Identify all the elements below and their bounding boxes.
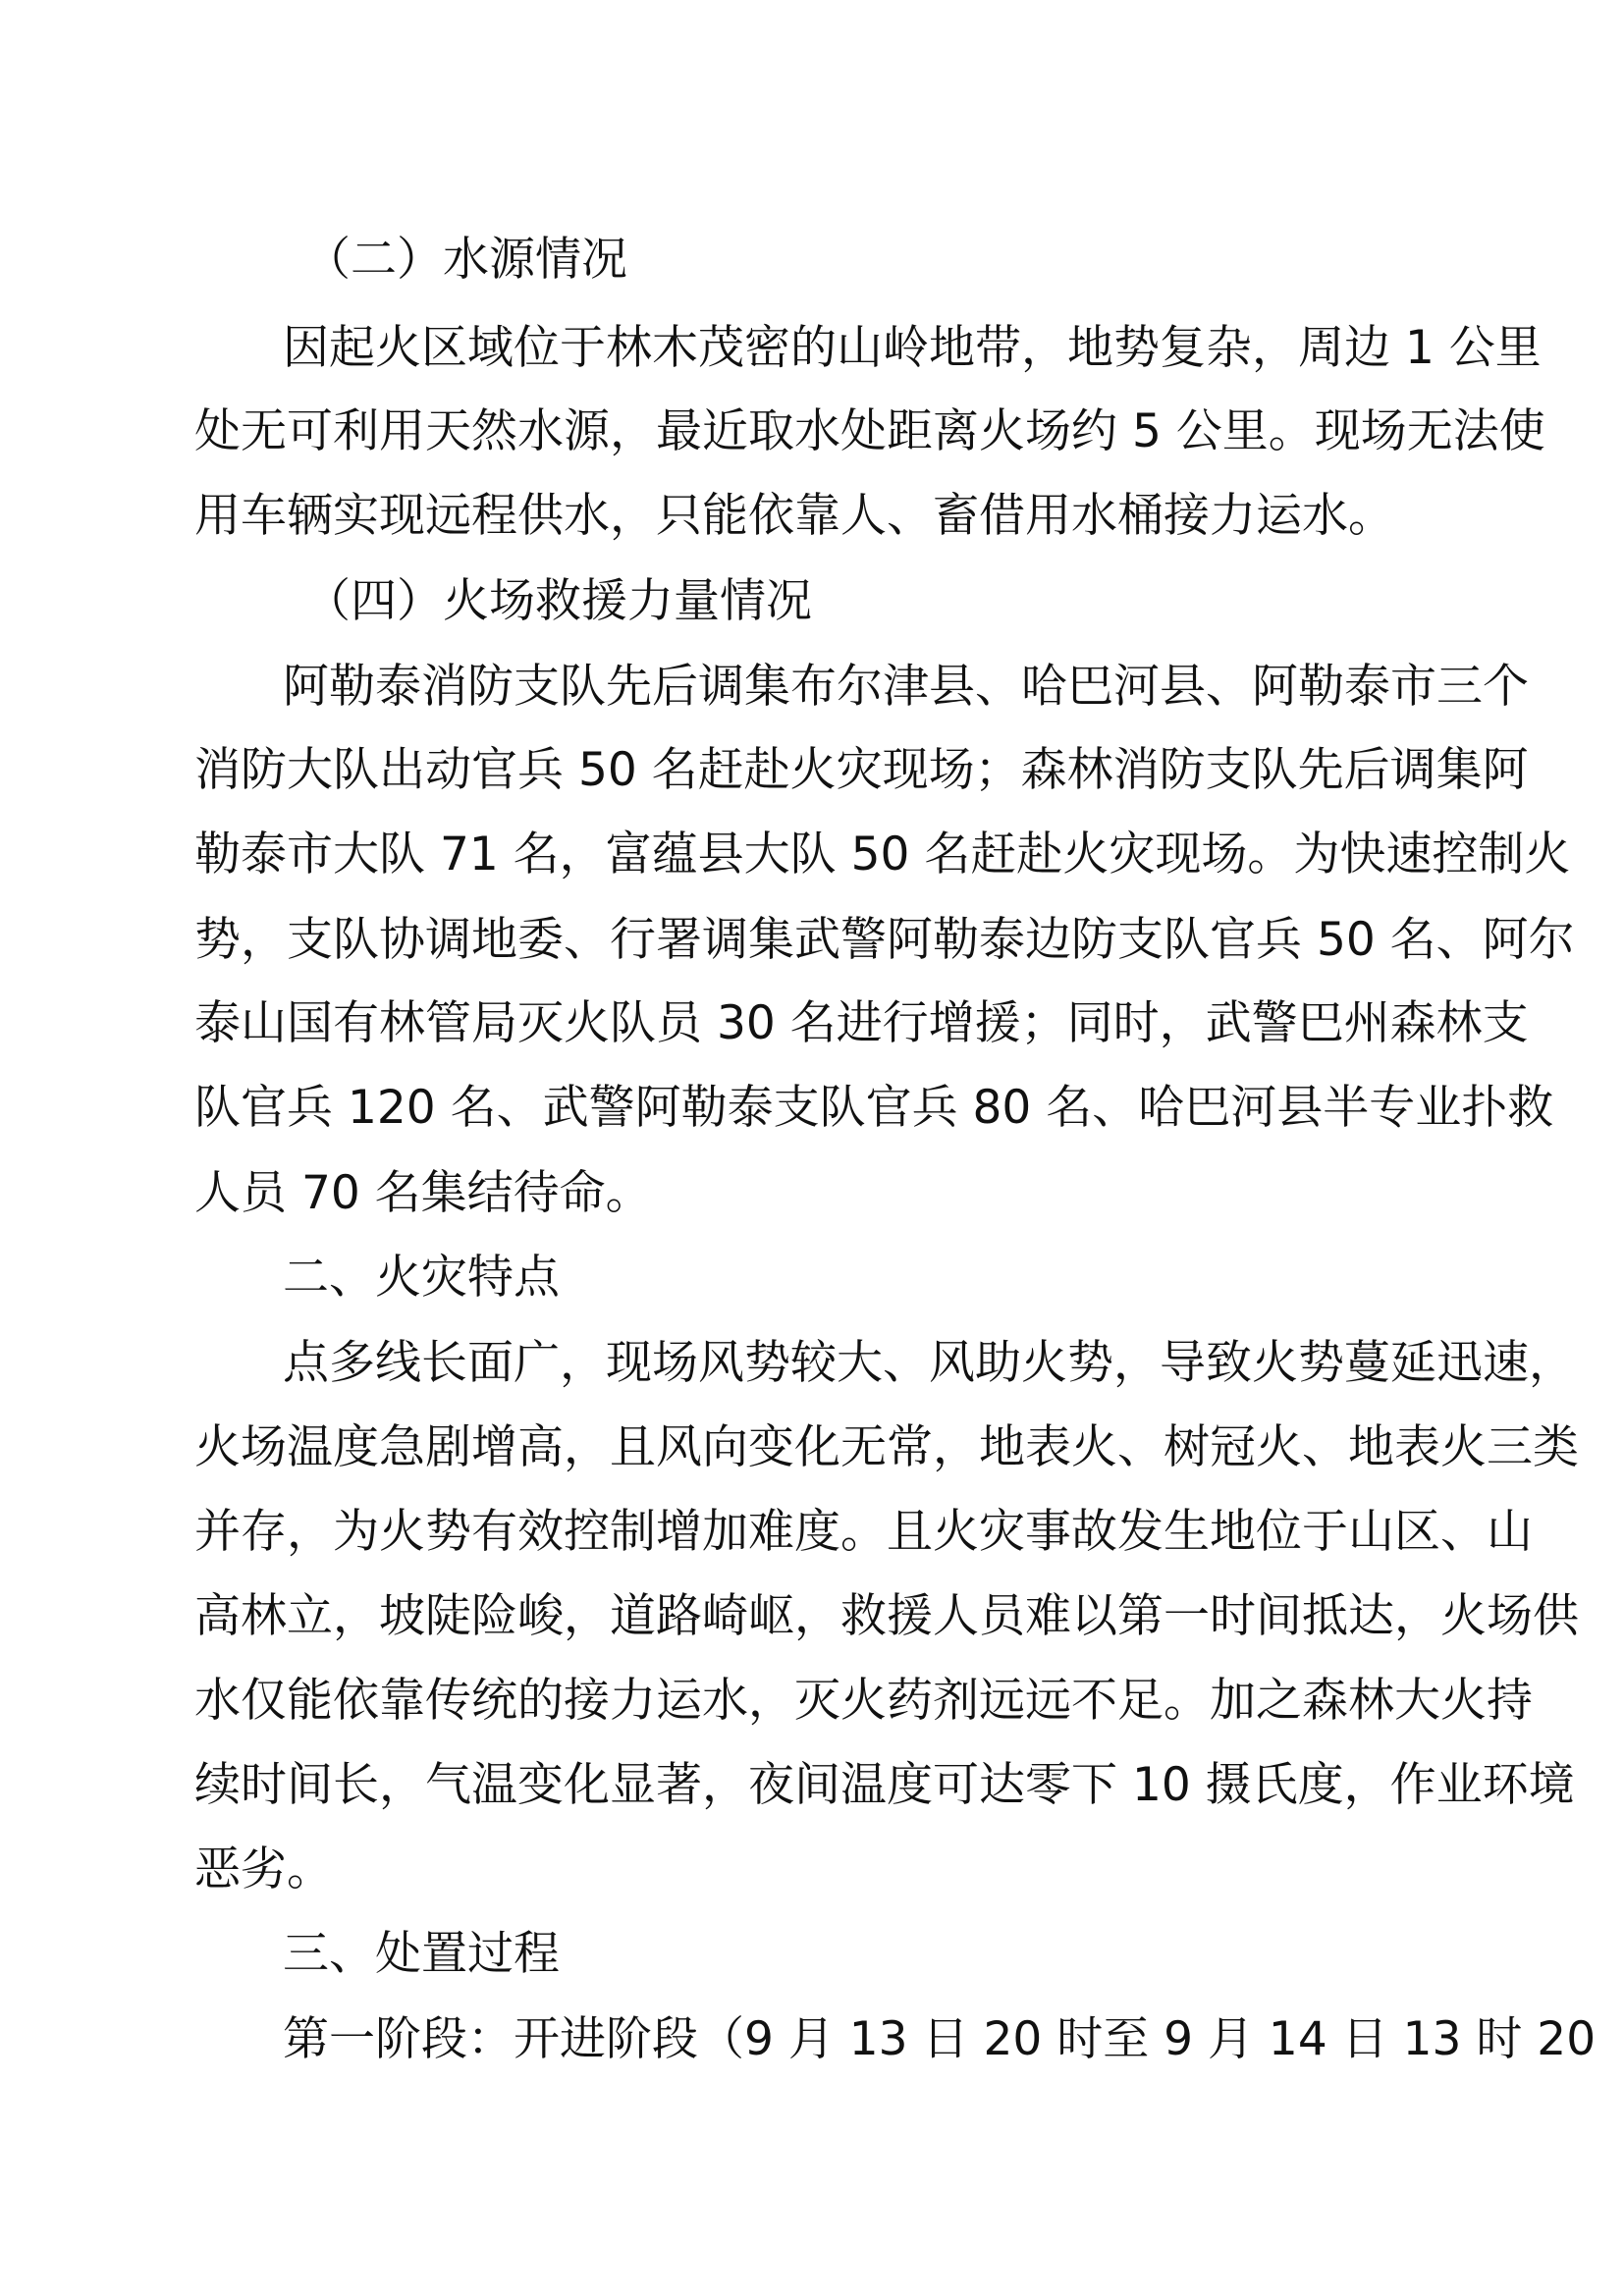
- paragraph-line: 用车辆实现远程供水，只能依靠人、畜借用水桶接力运水。: [194, 489, 1394, 543]
- section-heading-water-source: （二）水源情况: [304, 233, 627, 287]
- paragraph-line: 第一阶段：开进阶段（9 月 13 日 20 时至 9 月 14 日 13 时 20: [283, 2012, 1597, 2066]
- section-heading-handling-process: 三、处置过程: [283, 1927, 560, 1981]
- paragraph-line: 势，支队协调地委、行署调集武警阿勒泰边防支队官兵 50 名、阿尔: [194, 913, 1575, 967]
- paragraph-line: 并存，为火势有效控制增加难度。且火灾事故发生地位于山区、山: [194, 1505, 1533, 1559]
- section-heading-fire-features: 二、火灾特点: [283, 1251, 560, 1305]
- paragraph-line: 高林立，坡陡险峻，道路崎岖，救援人员难以第一时间抵达，火场供: [194, 1589, 1579, 1643]
- section-heading-rescue-forces: （四）火场救援力量情况: [304, 574, 812, 628]
- paragraph-line: 水仅能依靠传统的接力运水，灭火药剂远远不足。加之森林大火持: [194, 1674, 1533, 1728]
- paragraph-line: 阿勒泰消防支队先后调集布尔津县、哈巴河县、阿勒泰市三个: [283, 660, 1529, 714]
- paragraph-line: 因起火区域位于林木茂密的山岭地带，地势复杂，周边 1 公里: [283, 321, 1542, 375]
- paragraph-line: 续时间长，气温变化显著，夜间温度可达零下 10 摄氏度，作业环境: [194, 1758, 1575, 1812]
- paragraph-line: 勒泰市大队 71 名，富蕴县大队 50 名赶赴火灾现场。为快速控制火: [194, 828, 1571, 881]
- paragraph-line: 火场温度急剧增高，且风向变化无常，地表火、树冠火、地表火三类: [194, 1420, 1579, 1474]
- paragraph-line: 泰山国有林管局灭火队员 30 名进行增援；同时，武警巴州森林支: [194, 996, 1529, 1050]
- paragraph-line: 人员 70 名集结待命。: [194, 1166, 652, 1220]
- paragraph-line: 处无可利用天然水源，最近取水处距离火场约 5 公里。现场无法使: [194, 404, 1545, 458]
- paragraph-line: 队官兵 120 名、武警阿勒泰支队官兵 80 名、哈巴河县半专业扑救: [194, 1081, 1554, 1135]
- paragraph-line: 消防大队出动官兵 50 名赶赴火灾现场；森林消防支队先后调集阿: [194, 743, 1529, 797]
- paragraph-line: 点多线长面广，现场风势较大、风助火势，导致火势蔓延迅速，: [283, 1336, 1575, 1390]
- paragraph-line: 恶劣。: [194, 1842, 333, 1896]
